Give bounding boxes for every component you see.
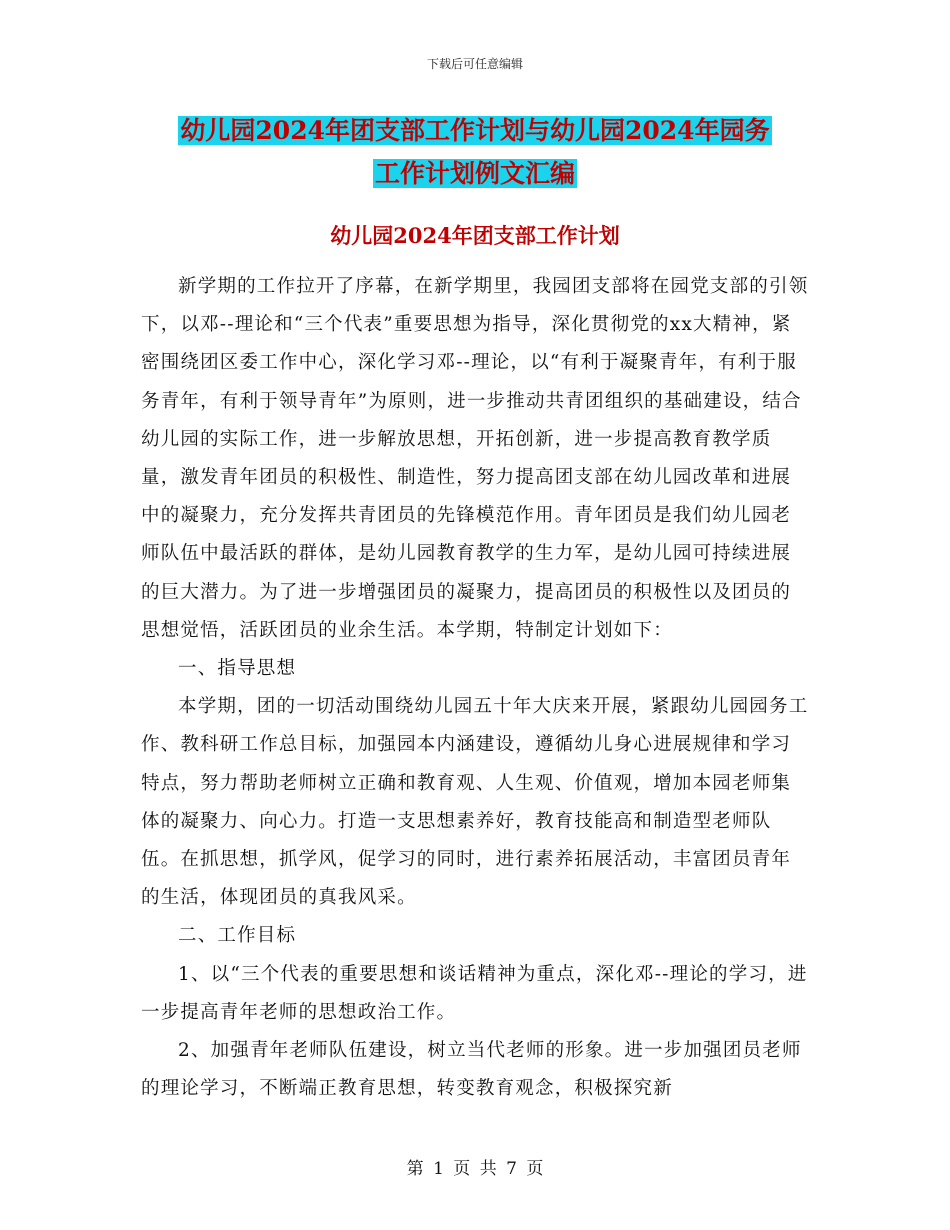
heading-guiding-thought: 一、指导思想 <box>178 658 297 680</box>
title-line-1-text: 幼儿园2024年团支部工作计划与幼儿园2024年园务 <box>180 116 770 145</box>
paragraph-intro: 新学期的工作拉开了序幕，在新学期里，我园团支部将在园党支部的引领下，以邓--理论和“三个代表”重要思想为指导，深化贯彻党的xx大精神，紧密围绕团区委工作中心，深化学习邓--理论，以“有利于凝聚青年，有利于服务青年，有利于领导青年”为原则，进一步推动共青团组织的基础建设，结合幼儿园的实际工作，进一步解放思想，开拓创新，进一步提高教育教学质量，激发青年团员的积极性、制造性，努力提高团支部在幼儿园改革和进展中的凝聚力，充分发挥共青团员的先锋模范作用。青年团员是我们幼儿园老师队伍中最活跃的群体，是幼儿园教育教学的生力军，是幼儿园可持续进展的巨大潜力。为了进一步增强团员的凝聚力，提高团员的积极性以及团员的思想觉悟，活跃团员的业余生活。本学期，特制定计划如下： <box>141 276 809 641</box>
title-line-2-text: 工作计划例文汇编 <box>374 159 575 188</box>
page-footer: 第 1 页 共 7 页 <box>406 1159 544 1179</box>
header-note: 下载后可任意编辑 <box>426 57 523 71</box>
document-title-line-1 <box>140 113 810 149</box>
paragraph-goal-2: 2、加强青年老师队伍建设，树立当代老师的形象。进一步加强团员老师的理论学习，不断端正教育思想，转变教育观念，积极探究新 <box>141 1040 802 1100</box>
heading-work-goals: 二、工作目标 <box>178 925 297 947</box>
paragraph-goal-1: 1、以“三个代表的重要思想和谈话精神为重点，深化邓--理论的学习，进一步提高青年老师的思想政治工作。 <box>141 963 808 1023</box>
document-body <box>141 268 809 1108</box>
section-subtitle: 幼儿园2024年团支部工作计划 <box>330 223 620 248</box>
document-title-line-2 <box>140 156 810 192</box>
paragraph-guiding-thought: 本学期，团的一切活动围绕幼儿园五十年大庆来开展，紧跟幼儿园园务工作、教科研工作总目标，加强园本内涵建设，遵循幼儿身心进展规律和学习特点，努力帮助老师树立正确和教育观、人生观、价值观，增加本园老师集体的凝聚力、向心力。打造一支思想素养好，教育技能高和制造型老师队伍。在抓思想，抓学风，促学习的同时，进行素养拓展活动，丰富团员青年的生活，体现团员的真我风采。 <box>141 696 809 909</box>
